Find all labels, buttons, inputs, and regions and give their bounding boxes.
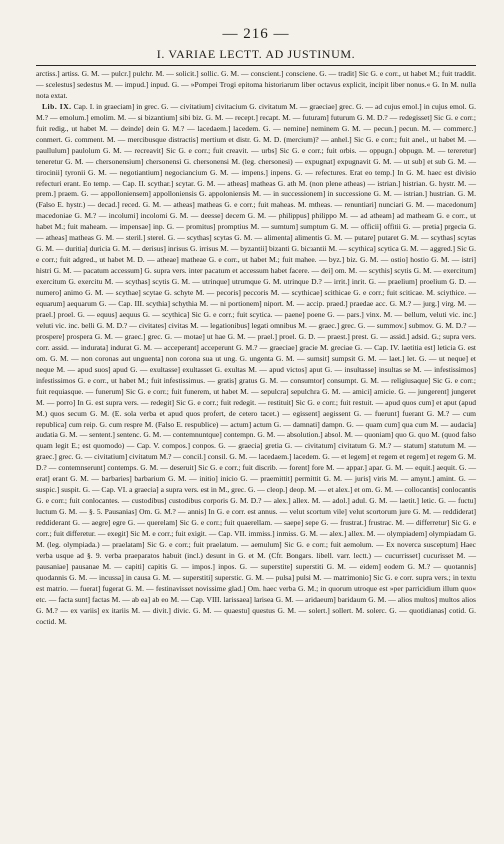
document-page bbox=[36, 26, 476, 628]
paragraph-text: Cap. I. in graeciam] in grec. G. — civitatium] civitacium G. civitatum M. — graeciae] grec. G. — ad cujus emol.] in cujus emol. G. M.? — emolum.] emolim. M. — si bizantium] sibi biz. G. M. — recept.] recapt. M. — futuram] futurum G. M. D.? — redegisset] Sic G. e corr.; fuit redig., ut habet M. — deinde] dein G. M.? — lacedaem.] lacedem. G. — nemine] neminem G. M. — pecun.] pecun. M. — commerc.] conmert. G. comment. M. — mercibusque distractis] mertium et distr. G. M. D. (mercium)? — anhel.] Sic G. e corr.; fuit anel., ut habet M. — paullulum] paulolum G. M. — recreavit] Sic G. e corr.; fuit creavit. — urbs] Sic G. e corr.; fuit orbis. — oppugn.] obpugn. M. — tereretur] teneretur G. M. — chersonensium] chersonensi G. chersonensi M. (leg. chersonesi) — expugnat] expugnavit G. M. — ut sub] et sub G. M. — tirocinii] tyronii G. M. — negotiantium] negociancium G. M. — impens.] inpens. G. — refectures. Erat eo temp.] In G. M. haec est divisio refecturi erant. Eo temp. — Cap. II. scythar.] scytar. G. M. — atheas] matheas G. ath M. (non plene atheas) — istrian.] histrian. G. hystr. M. — prem.] praem. G. — appolloniensem] appolloniensis G. appoloniensis M. — in successionem] in successione G. M. — istrian.] hustrian. G. M. (Falso E. hystr.) — decad.] reced. G. M. — atheas] matheas G. e corr.; fuit maheas. M. mtheas. — renuntiari] nunciari G. M. — macedonum] macedoniae G. M.? — incolumi] incolomi G. M. — deesse] decem G. M. — philippus] philippo M. — ad atheam] ad matheam G. e corr., ut habet M.; fuit maheam. — impensae] inp. G. — promitus] promptius M. — sumtum] sumptum G. M. — officii] offitii G. — pretia] prgecia G. — atheas] matheas G. M. — steril.] sterel. G. — scythas] scytas G. M. — alimenta] alimentis G. M. — putare] putaret G. M. — scythas] scytas G. M. — duritia] duricia G. M. — derisus] inrisus G. irrisus M. — byzantii] bizanti G. bicзantii M. — scythica] scytica G. M. — aggred.] Sic G. e corr.; fuit adgred., ut habet M. D. — atheae] matheae G. e corr., ut habet M.; fuit mahee. — byz.] biz. G. M. — ostio] hostio G. M. — istri] histri G. M. — pacatum accessum] G. supra vers. inter pacatum et accessum habet facere. — dei] om. M. — scythis] scytis G. M. — exercitum] exercitum G. exercitu M. — scythas] scytis G. M. — utrinque] utrumque G. M. utrinque D.? — irrit.] inrit. G. — praelium] proelium G. D. — numero] animo G. M. — scythae] scytae G. schyte M. — pecoris] peccoris M. — scythicae] scithicae G. e corr.; fuit scitiсae. M. scіythice. — equarum] aequarum G. — Cap. III. scythia] schythia M. — ni portionem] niport. M. — accip. praed.] praedae acc. G. M.? — jurg.] virg. M. — prael.] proel. G. — equus] aequus G. — scythica] Sic G. e corr.; fuit scytica. — paene] poene G. — pars.] vinx. M. — bellum, veluti vic. inc.] veluti vic. inc. belli G. M. D.? — civitates] civitas M. — legationibus] legati omnibus M. — graec.] grec. G. — summov.] submov. G. M. D.? — prospere] prospera G. M. — graec.] grec. G. — motae] ut hae G. M. — prael.] proel. G. D. — praest.] prest. G. — assid.] adsid. G.; supra vers. corr. assid. — indurata] indurat G. M. — acceperant] acceperunt G. M.? — graeciae] gracie M. greciae G. — Cap. IV. laetitia est] leticia G. est om. G. M. — non coronas aut unguenta] non corona sua ut ung. G. ungenta G. M. — sumsit] sumpsit G. M. — laet.] let. G. — ut neque] et neque M. — apud suos] apud G. — exultasse] exultasset G. exultas M. — apud victos] aput G. — insultasse] insultas se M. — infestissimos] infestissimos G. e corr., ut habet M.; fuit infestissimus. — gratis] gratus G. M. — consumtor] consumpt. G. M. — religiusaque] Sic G. e corr.; fuit requiasque. — funerum] Sic G. e corr.; fuit funerem, ut habet M. — sepulcra] sepulchra G. M. — amici] amicie. G. — jungerent] jungeret M. — porro] In G. est supra vers. — redegit] Sic G. e corr.; fuit redegit. — restituit] Sic G. e corr.; fuit restuit. — apud quos cum] et aput (apud M.) quos secum G. M. (E. sola verba et apud quos profert, de cetero tacet.) — egissent] aegissent G. — fuerunt] fuerant G. M.? — cum republica] cum reip. G. cum respre M. (Falso E. respublice) — actum] actum G. — damnati] dampn. G. — quam cum] qua cum M. — audacia] audatia G. M. — sentent.] sentenc. G. M. — contemnuntque] contempn. G. M. — absolution.] absol. M. — quoniam] quo G. quo M. (quod falso quam legit E.; est quomodo) — Cap. V. compos.] conpos. G. — graecia] gretia G. — civitatum] civitatum G. M.? — statum] statutum M. — graec.] grec. G. — civitatium] civitatum M.? — concil.] consil. G. M. — lacedaem.] lacedem. G. — et legem] et regem et regem] et regem G. M. D.? — contemnserunt] contemps. G. M. — deseruit] Sic G. e corr.; fuit discrib. — forent] fore M. — appar.] apar. G. M. — equit.] aequit. G. — erat] erant G. M. — barbaries] barbarium G. M. — initio] inicio G. — praemittit] permittit G. M. — juris] viris M. — amynt.] amint. G. — suspic.] suspit. G. — Cap. VI. a graecia] a supra vers. est in M., grec. G. — cleop.] deop. M. — et alex.] et om. G. M. — collocantis] conlocantis G. e corr.; fuit conlocantes. — custodibus] custodibus corporis G. M. D.? — alex.] allex. M. — adol.] adul. G. M. — laetit.] letic. G. — fuctu] luctum G. M. — §. 5. Pausanias] Om. G. M.? — annis] In G. e corr. est annus. — velut scortum vile] velut scortorum jure G. M. — reddiderat] reddiderant G. — aegre] egre G. — querelam] Sic G. e corr.; fuit quaerellam. — saepe] sepe G. — frustrat.] frustrac. M. — differretur] Sic G. e corr.; fuit differetur. — exegit] Sic M. e corr.; fuit exigit. — Cap. VII. immiss.] inmiss. G. M. — alex.] allex. M. — olympiadem] olympiadam G. M. (leg. olympiada.) — praelatam] Sic G. e corr.; fuit praelatum. — aemulum] Sic G. e corr.; fuit aemolum. — Ex noverca susceptum] Haec verba usque ad §. 9. verba praeparatos habuit (incl.) desunt in G. et M. (Cfr. Bongars. libell. varr. lectt.) — cucurrisset] cucurisset M. — pausaniae] pausanae M. — capiti] capitis G. — impos.] inpos. G. — superstite] superstiti G. M. — eidem] eodem G. M.? — quotannis] quodannis G. M. — incussa] in causa G. M. — superstiti] superstic. G. M. — pulsa] pulsi M. — matrimonio] Sic G. e corr. supra vers.; in textu est matrio. — fuerat] fugerat G. M. — festinavisset novissime glad.] Om. haec verba G. M.; in quorum utroque est »per parricidium illum quo« etc. — facta sunt] factas M. — ab ea] ab eo M. — Cap. VIII. larissaea] larisea G. M. — aridaeum] baridaum G. M. — alios multos] multos alios G. M.? — ex variis] ex itariis M. — divit.] divic. G. M. — quaestu] questus G. M. — solert.] sollert. M. solerc. G. — quotidianas] cotid. G. coctid. M. bbox=[36, 101, 477, 626]
header-rule bbox=[36, 65, 476, 66]
page-number: — 216 — bbox=[222, 26, 290, 42]
book-heading: Lib. IX. bbox=[42, 101, 72, 111]
apparatus-text bbox=[36, 69, 476, 628]
paragraph-continuation bbox=[36, 69, 476, 102]
paragraph-book-ix bbox=[36, 102, 476, 628]
running-head: I. VARIAE LECTT. AD JUSTINUM. bbox=[156, 47, 356, 61]
paragraph-text: arctiss.] artiss. G. M. — pulcr.] pulchr. M. — solicit.] sollic. G. M. — conscient.] consciene. G. — tradit] Sic G. e corr., ut habet M.; fuit traddit. — scelestus] sedestus M. — impud.] inpud. G. — »Pompei Trogi epitoma historiarum liber octavus explicit, incipit liber nonus.« G. In M. nulla nota extat. bbox=[36, 69, 476, 100]
